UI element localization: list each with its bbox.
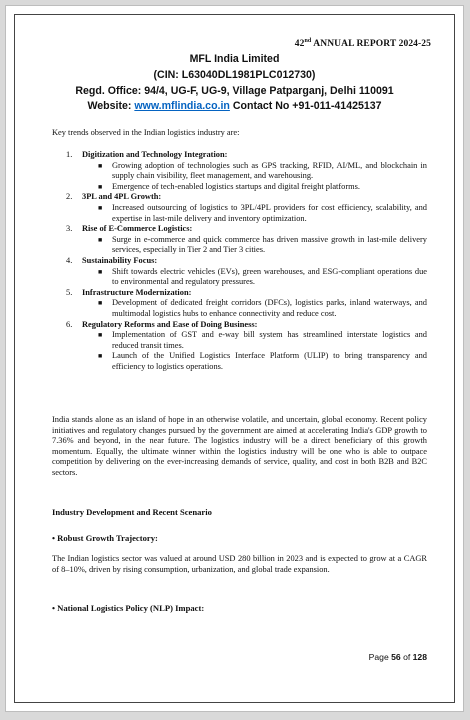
bullet-text: Increased outsourcing of logistics to 3PL/4PL providers for cost efficiency, scalability, and expertise in last-mile delivery and inventory optimization. [112, 202, 427, 223]
growth-paragraph: The Indian logistics sector was valued at around USD 280 billion in 2023 and is expected to grow at a CAGR of 8–10%, driven by rising consumption, urbanization, and global trade expansion. [52, 554, 427, 574]
subsection-heading: • Robust Growth Trajectory: [52, 533, 158, 543]
trend-item [52, 320, 427, 373]
bullet-icon: ■ [98, 203, 103, 212]
trend-item [52, 192, 427, 224]
trend-item [52, 224, 427, 256]
bullet-text: Implementation of GST and e-way bill system has streamlined interstate logistics and reduced transit times. [112, 330, 427, 350]
bullet-icon: ■ [98, 161, 103, 170]
of-label: of [400, 652, 413, 662]
trend-item [52, 150, 427, 192]
trend-bullet [98, 266, 427, 288]
trend-title: Infrastructure Modernization: [82, 287, 192, 297]
page-number [369, 652, 427, 662]
bullet-text: Shift towards electric vehicles (EVs), green warehouses, and ESG-compliant operations due to environmental and regulatory pressures. [112, 266, 427, 287]
trend-bullet [98, 202, 427, 224]
trend-title: 3PL and 4PL Growth: [82, 192, 162, 202]
trend-bullet [98, 330, 427, 351]
annual-report-label [295, 38, 431, 49]
trend-title: Sustainability Focus: [82, 255, 158, 265]
contact-number: Contact No +91-011-41425137 [229, 100, 382, 112]
trend-number: 5. [66, 287, 73, 297]
bullet-icon: ■ [98, 331, 103, 340]
current-page: 56 [391, 652, 401, 662]
bullet-icon: ■ [98, 299, 103, 308]
report-number-suffix: nd [304, 38, 312, 44]
trend-item [52, 256, 427, 288]
subsection-heading: • National Logistics Policy (NLP) Impact: [52, 603, 205, 613]
trend-bullet [98, 234, 427, 256]
report-number: 42 [294, 39, 305, 50]
bullet-text: Emergence of tech-enabled logistics startups and digital freight platforms. [112, 181, 360, 191]
intro-text: Key trends observed in the Indian logistics industry are: [52, 128, 240, 137]
report-title: ANNUAL REPORT 2024-25 [311, 39, 431, 50]
trend-title: Regulatory Reforms and Ease of Doing Business: [82, 319, 258, 329]
trend-bullet [98, 351, 427, 372]
trend-title: Digitization and Technology Integration: [82, 150, 228, 159]
trend-bullet [98, 181, 427, 193]
trend-bullet [98, 160, 427, 182]
bullet-icon: ■ [98, 182, 103, 191]
trends-list [52, 150, 427, 372]
website-label: Website: [87, 100, 135, 112]
website-link[interactable]: www.mflindia.co.in [134, 100, 230, 112]
trend-item [52, 288, 427, 320]
trend-number: 3. [66, 224, 73, 234]
company-cin: (CIN: L63040DL1981PLC012730) [153, 69, 316, 81]
bullet-text: Growing adoption of technologies such as GPS tracking, RFID, AI/ML, and blockchain in supply chain visibility, fleet management, and warehousing. [112, 160, 427, 181]
bullet-icon: ■ [98, 352, 103, 361]
trend-bullet [98, 298, 427, 319]
bullet-text: Surge in e-commerce and quick commerce has driven massive growth in last-mile delivery services, especially in Tier 2 and Tier 3 cities. [112, 234, 427, 255]
trend-number: 4. [66, 255, 73, 265]
page-label: Page [368, 652, 392, 662]
trend-number: 2. [66, 192, 73, 202]
total-pages: 128 [412, 652, 427, 662]
document-page [5, 5, 464, 712]
section-heading: Industry Development and Recent Scenario [52, 507, 212, 517]
outlook-paragraph: India stands alone as an island of hope in an otherwise volatile, and uncertain, global economy. Recent policy initiatives and regulatory changes pursued by the government are aimed at accelerating India's GDP growth to 7.36% and beyond, in the near future. The logistics industry will be a direct beneficiary of this growth momentum. Equally, the ultimate winner within the logistics industry will be one who is able to outpace competition by delivering on the ever-increasing demands of service, quality, and cost in both B2B and B2C sectors. [52, 415, 427, 477]
bullet-text: Development of dedicated freight corridors (DFCs), logistics parks, inland waterways, and multimodal logistics hubs to enhance connectivity and reduce cost. [112, 298, 427, 318]
trend-number: 6. [66, 319, 73, 329]
bullet-text: Launch of the Unified Logistics Interface Platform (ULIP) to bring transparency and efficiency to logistics operations. [112, 351, 427, 371]
registered-office: Regd. Office: 94/4, UG-F, UG-9, Village Patparganj, Delhi 110091 [75, 85, 394, 97]
bullet-icon: ■ [98, 235, 103, 244]
contact-line [6, 100, 463, 112]
trend-number: 1. [66, 150, 73, 159]
company-name: MFL India Limited [189, 53, 280, 65]
bullet-icon: ■ [98, 267, 103, 276]
trend-title: Rise of E-Commerce Logistics: [82, 224, 193, 234]
